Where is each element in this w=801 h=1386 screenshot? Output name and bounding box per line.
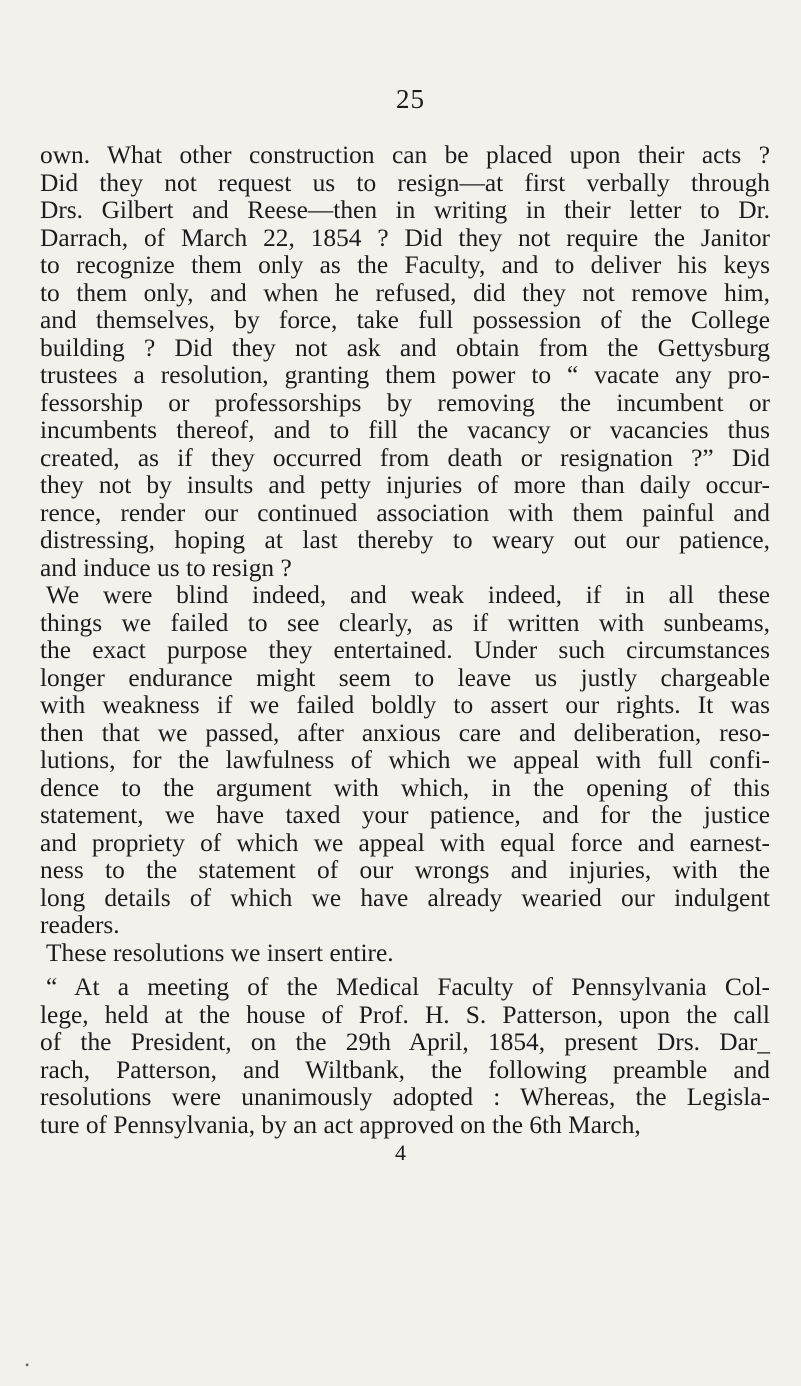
text-line: building ? Did they not ask and obtain from the Gettysburg bbox=[40, 333, 770, 362]
paragraph bbox=[40, 940, 770, 968]
footer-signature-mark: 4 bbox=[395, 1140, 406, 1165]
text-line: Drs. Gilbert and Reese—then in writing in their letter to Dr. bbox=[40, 196, 770, 224]
text-line: long details of which we have already wearied our indulgent bbox=[40, 883, 770, 912]
text-line: to recognize them only as the Faculty, and to deliver his keys bbox=[40, 251, 770, 279]
text-line: ness to the statement of our wrongs and injuries, with the bbox=[40, 856, 770, 884]
text-line: lutions, for the lawfulness of which we appeal with full confi- bbox=[40, 746, 770, 774]
text-line: ture of Pennsylvania, by an act approved on the 6th March, bbox=[40, 1110, 641, 1139]
text-line: fessorship or professorships by removing the incumbent or bbox=[40, 388, 770, 417]
page-number: 25 bbox=[396, 84, 425, 114]
text-line: to them only, and when he refused, did they not remove him, bbox=[40, 278, 770, 307]
text-line: rach, Patterson, and Wiltbank, the following preamble and bbox=[40, 1055, 770, 1084]
text-line: of the President, on the 29th April, 1854, present Drs. Dar_ bbox=[40, 1028, 770, 1056]
body-text bbox=[40, 142, 770, 1139]
paragraph bbox=[40, 582, 770, 940]
text-line: statement, we have taxed your patience, and for the justice bbox=[40, 801, 770, 829]
text-line: the exact purpose they entertained. Under such circumstances bbox=[40, 636, 770, 664]
text-line: with weakness if we failed boldly to assert our rights. It was bbox=[40, 691, 770, 719]
text-line: dence to the argument with which, in the opening of this bbox=[40, 773, 770, 802]
text-line: longer endurance might seem to leave us justly chargeable bbox=[40, 663, 770, 692]
text-line: created, as if they occurred from death or resignation ?” Did bbox=[40, 443, 770, 472]
text-line: and propriety of which we appeal with equal force and earnest- bbox=[40, 828, 770, 857]
text-line: readers. bbox=[40, 911, 120, 939]
text-line: resolutions were unanimously adopted : Whereas, the Legisla- bbox=[40, 1083, 770, 1111]
text-line: Darrach, of March 22, 1854 ? Did they not require the Janitor bbox=[40, 223, 770, 252]
text-line: own. What other construction can be placed upon their acts ? bbox=[40, 141, 770, 169]
text-line: We were blind indeed, and weak indeed, if in all these bbox=[46, 581, 770, 609]
paragraph bbox=[40, 974, 770, 1139]
text-line: lege, held at the house of Prof. H. S. Patterson, upon the call bbox=[40, 1000, 770, 1029]
text-line: These resolutions we insert entire. bbox=[46, 938, 394, 967]
text-line: Did they not request us to resign—at first verbally through bbox=[40, 168, 770, 197]
paragraph bbox=[40, 142, 770, 582]
text-line: incumbents thereof, and to fill the vacancy or vacancies thus bbox=[40, 416, 770, 444]
text-line: distressing, hoping at last thereby to weary out our patience, bbox=[40, 526, 770, 554]
text-line: and induce us to resign ? bbox=[40, 553, 292, 582]
text-line: they not by insults and petty injuries of more than daily occur- bbox=[40, 471, 770, 499]
corner-mark: • bbox=[25, 1358, 30, 1372]
text-line: and themselves, by force, take full possession of the College bbox=[40, 306, 770, 334]
text-line: trustees a resolution, granting them power to “ vacate any pro- bbox=[40, 361, 770, 389]
text-line: then that we passed, after anxious care and deliberation, reso- bbox=[40, 718, 770, 747]
text-line: “ At a meeting of the Medical Faculty of Pennsylvania Col- bbox=[46, 973, 770, 1001]
text-line: rence, render our continued association with them painful and bbox=[40, 498, 770, 527]
text-line: things we failed to see clearly, as if written with sunbeams, bbox=[40, 608, 770, 637]
